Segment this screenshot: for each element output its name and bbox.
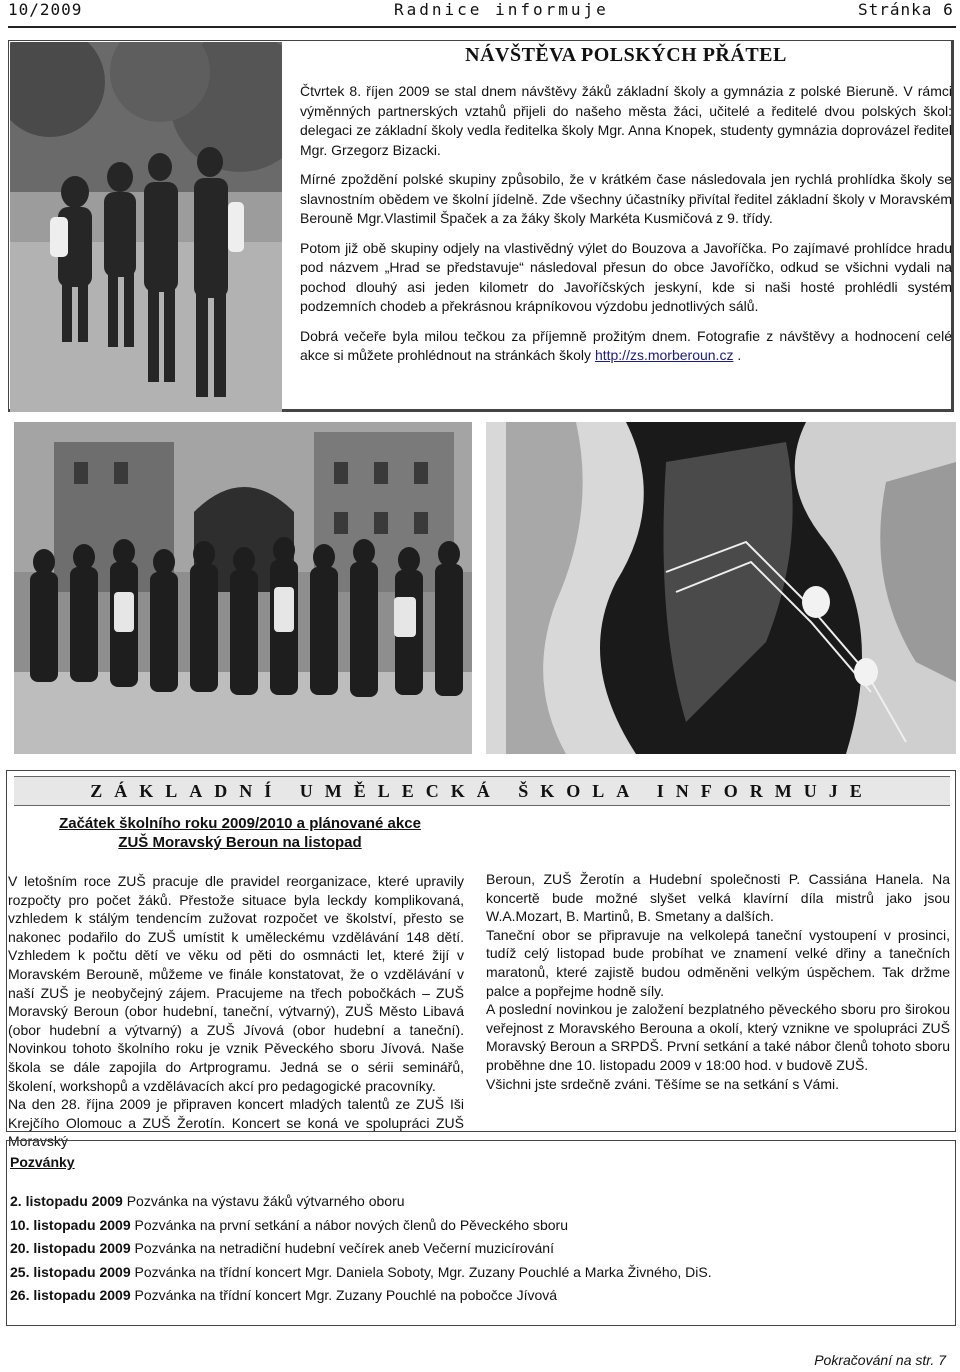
school-website-link[interactable]: http://zs.morberoun.cz [594,347,734,363]
invitation-date: 2. listopadu 2009 [10,1193,123,1209]
invitation-text: Pozvánka na první setkání a nábor nových členů do Pěveckého sboru [130,1216,568,1233]
photo-students-group [10,42,282,412]
zus-subtitle [30,814,450,852]
page-number: Stránka 6 [858,0,954,19]
invitation-text: Pozvánka na třídní koncert Mgr. Daniela Soboty, Mgr. Zuzany Pouchlé a Marka Živného, DiS. [130,1263,712,1280]
article-paragraph-last [300,327,952,366]
invitations-title: Pozvánky [10,1154,75,1170]
photo-cave [486,422,956,754]
zus-paragraph: A poslední novinkou je založení bezplatného pěveckého sboru pro širokou veřejnost z Moravského Berouna a okolí, který vznikne ve spolupráci ZUŠ Moravský Beroun a SRPDŠ. První setkání a také nábor členů tohoto sboru proběhne dne 10. listopadu 2009 v 18:00 hod. v budově ZUŠ. [486,1001,950,1073]
article-paragraph: Čtvrtek 8. říjen 2009 se stal dnem návštěvy žáků základní školy a gymnázia z polské Bieruně. V rámci výměnných partnerských vztahů přijeli do našeho města žáci, učitelé a ředitelé dvou polských škol: delegaci ze základní školy vedla ředitelka školy Mgr. Anna Knopek, studenty gymnázia doprovázel ředitel Mgr. Grzegorz Bizacki. [300,83,952,158]
invitation-date: 25. listopadu 2009 [10,1263,131,1280]
issue-number: 10/2009 [8,0,83,19]
zus-paragraph: Všichni jste srdečně zváni. Těšíme se na setkání s Vámi. [486,1075,840,1092]
article-body [300,82,952,376]
newsletter-title: Radnice informuje [394,0,609,19]
continued-note: Pokračování na str. 7 [814,1352,946,1368]
invitations-list [10,1190,910,1308]
invitation-text: Pozvánka na výstavu žáků výtvarného oboru [122,1193,405,1209]
invitation-date: 26. listopadu 2009 [10,1287,131,1303]
invitation-item [10,1190,910,1214]
header-rule [8,26,956,28]
article-paragraph: Mírné zpoždění polské skupiny způsobilo, že v krátkém čase následovala jen rychlá prohlídka školy se slavnostním obědem ve školní jídelně. Zde všechny účastníky přivítal ředitel základní školy v Moravském Berouně Mgr.Vlastimil Špaček a za žáky školy Markéta Kusmičová z 9. třídy. [300,171,952,226]
zus-subtitle-line2: ZUŠ Moravský Beroun na listopad [118,834,362,851]
zus-paragraph: Taneční obor se připravuje na velkolepá taneční vystoupení v prosinci, tudíž celý listopad bude probíhat ve znamení velké dřiny a tanečních maratonů, které zajistě budou odměněni velkým úspěchem. Tak držme palce a popřejme hodně síly. [486,926,950,999]
invitation-text: Pozvánka na třídní koncert Mgr. Zuzany Pouchlé na pobočce Jívová [130,1287,558,1303]
invitation-item [10,1261,910,1285]
invitation-date: 20. listopadu 2009 [10,1240,131,1256]
zus-paragraph: Beroun, ZUŠ Žerotín a Hudební společnosti P. Cassiána Hanela. Na koncertě bude možné slyšet velká klavírní díla mistrů jako jsou W.A.Mozart, B. Martinů, B. Smetany a dalších. [486,871,950,925]
zus-left-column [8,872,464,1151]
article-paragraph: Potom již obě skupiny odjely na vlastivědný výlet do Bouzova a Javoříčka. Po zajímavé prohlídce hradu pod názvem „Hrad se představuje“ následoval přesun do obce Javoříčko, odkud se všichni vydali na pochod dlouhý asi jeden kilometr do Javoříčských jeskyní, kde si naši hosté prohlédli systém podzemních chodeb a překrásnou krápníkovou výzdobu jednotlivých sálů. [300,239,952,314]
invitation-item [10,1284,910,1308]
photo-castle-group [14,422,472,754]
invitation-date: 10. listopadu 2009 [10,1216,131,1233]
invitation-item [10,1237,910,1261]
zus-banner: ZÁKLADNÍ UMĚLECKÁ ŠKOLA INFORMUJE [14,776,950,806]
zus-subtitle-line1: Začátek školního roku 2009/2010 a plánované akce [59,815,421,832]
zus-paragraph: Na den 28. října 2009 je připraven koncert mladých talentů ze ZUŠ Iši Krejčího Olomouc a ZUŠ Žerotín. Koncert se koná ve spolupráci ZUŠ Moravský [8,1096,464,1150]
zus-paragraph: V letošním roce ZUŠ pracuje dle pravidel reorganizace, které upravily rozpočty pro počet žáků. Přestože situace byla leckdy komplikovaná, vzhledem k stálým tendencím zužovat rozpočet ve školství, přesto se nakonec podařilo do ZUŠ umístit k uměleckému vzdělávání 148 dětí. Vzhledem k počtu dětí ve věku od pěti do osmnácti let, které žijí v Moravském Berouně, můžeme ve finále konstatovat, že o vzdělávání v naší ZUŠ je neobyčejný zájem. Pracujeme na třech pobočkách – ZUŠ Moravský Beroun (obor hudební, taneční, výtvarný), ZUŠ Město Libavá (obor hudební a výtvarný) a ZUŠ Jívová (obor hudební a taneční). Novinkou tohoto školního roku je vznik Pěveckého sboru Jívová. Naše škola se dále zapojila do Artprogramu. Jedná se o sérii seminářů, školení, workshopů a vzdělávacích akcí pro pedagogické pracovníky. [8,873,464,1094]
article-last-end: . [733,347,742,363]
article-title: NÁVŠTĚVA POLSKÝCH PŘÁTEL [465,44,787,66]
invitation-text: Pozvánka na netradiční hudební večírek aneb Večerní muzicírování [130,1240,554,1256]
page-header [0,0,960,22]
zus-right-column [486,870,950,1093]
invitation-item [10,1214,910,1238]
article-last-text: Dobrá večeře byla milou tečkou za příjemně prožitým dnem. Fotografie z návštěvy a hodnocení celé akce si můžete prohlédnout na stránkách školy [300,327,952,363]
